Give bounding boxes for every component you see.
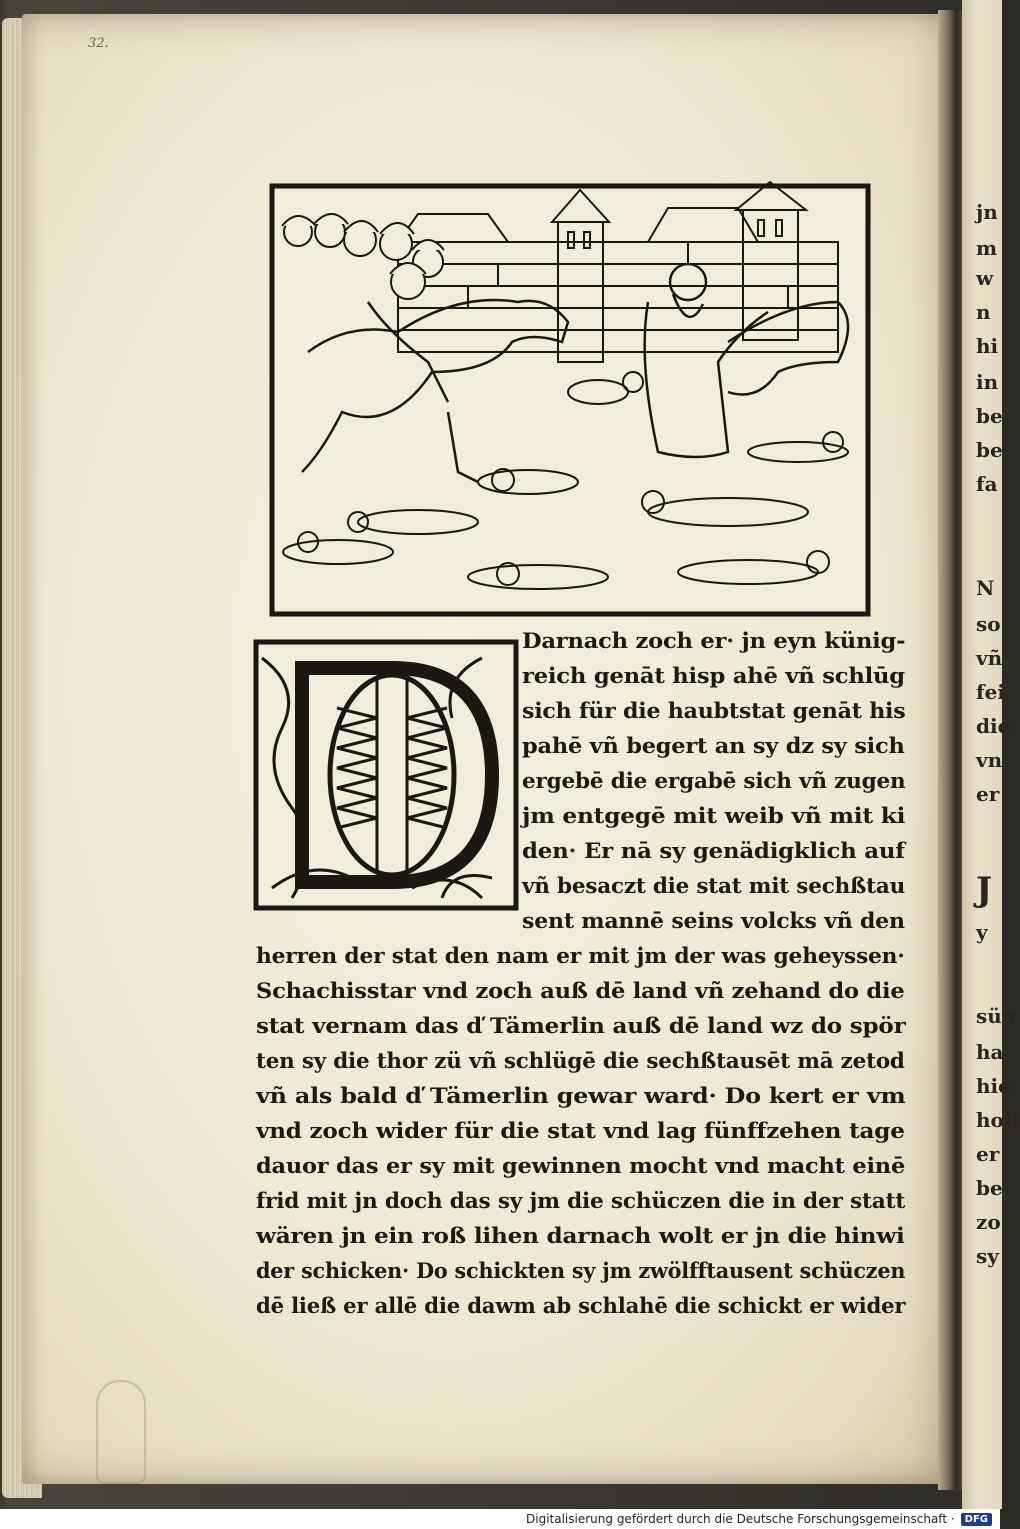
- text-line: dē ließ er allē die dawm ab schlahē die schickt er wider: [256, 1293, 906, 1318]
- facing-page-edge: [962, 0, 1020, 1509]
- text-line: der schicken· Do schickten sy jm zwölfftausent schüczen: [256, 1258, 906, 1283]
- text-line: Darnach zoch er· jn eyn künig-: [522, 628, 906, 653]
- facing-text-fragment: die: [976, 714, 1011, 738]
- facing-text-fragment: N: [976, 576, 995, 600]
- facing-text-fragment: sy: [976, 1244, 999, 1268]
- book-gutter: [938, 10, 964, 1490]
- facing-text-fragment: sün: [976, 1004, 1017, 1028]
- text-line: stat vernam das ď Tämerlin auß dē land wz do spör: [256, 1013, 906, 1038]
- footer-credit-bar: [0, 1509, 1000, 1529]
- dfg-logo: DFG: [961, 1513, 992, 1526]
- text-line: den· Er nā sy genädigklich auf: [522, 838, 905, 863]
- footer-credit-text: Digitalisierung gefördert durch die Deutsche Forschungsgemeinschaft ·: [526, 1512, 955, 1526]
- facing-text-fragment: m: [976, 236, 998, 260]
- text-line: ten sy die thor zü vñ schlügē die sechßtausēt mā zetod: [256, 1048, 905, 1073]
- facing-text-fragment: in: [976, 370, 999, 394]
- facing-text-fragment: hoff: [976, 1108, 1020, 1132]
- facing-text-fragment: so: [976, 612, 1001, 636]
- facing-text-fragment: hi: [976, 334, 999, 358]
- facing-text-fragment: be: [976, 1176, 1003, 1200]
- facing-text-fragment: y: [976, 920, 988, 944]
- facing-text-fragment: vn: [976, 748, 1003, 772]
- text-line: herren der stat den nam er mit jm der was geheyssen·: [256, 943, 905, 968]
- facing-text-fragment: vñ: [976, 646, 1003, 670]
- facing-text-fragment: n: [976, 300, 991, 324]
- text-line: dauor das er sy mit gewinnen mocht vnd macht einē: [256, 1153, 906, 1178]
- facing-text-fragment: hie: [976, 1074, 1011, 1098]
- text-line: pahē vñ begert an sy dz sy sich: [522, 733, 905, 758]
- text-line: ergebē die ergabē sich vñ zugen: [522, 768, 906, 793]
- text-line: wären jn ein roß lihen darnach wolt er jn die hinwi: [256, 1223, 905, 1248]
- woodcut-illustration: [268, 182, 872, 618]
- facing-text-fragment: fa: [976, 472, 998, 496]
- folio-number: 32.: [88, 36, 109, 51]
- text-line: jm entgegē mit weib vñ mit ki: [522, 803, 906, 828]
- facing-text-fragment: be: [976, 404, 1003, 428]
- text-line: vñ als bald ď Tämerlin gewar ward· Do kert er vm: [256, 1083, 906, 1108]
- text-line: Schachisstar vnd zoch auß dē land vñ zehand do die: [256, 978, 905, 1003]
- text-line: sent mannē seins volcks vñ den: [522, 908, 905, 933]
- facing-text-fragment: jn: [976, 200, 998, 224]
- facing-text-fragment: er: [976, 782, 1000, 806]
- facing-text-fragment: J: [976, 870, 993, 910]
- text-line: sich für die haubtstat genāt his: [522, 698, 906, 723]
- facing-text-fragment: be: [976, 438, 1003, 462]
- facing-text-fragment: ha: [976, 1040, 1004, 1064]
- text-line: frid mit jn doch das sy jm die schüczen die in der statt: [256, 1188, 906, 1213]
- facing-text-fragment: er: [976, 1142, 1000, 1166]
- facing-text-fragment: w: [976, 266, 994, 290]
- text-line: vnd zoch wider für die stat vnd lag fünffzehen tage: [256, 1118, 905, 1143]
- facing-text-fragment: fei: [976, 680, 1005, 704]
- text-line: reich genāt hisp ahē vñ schlūg: [522, 663, 905, 688]
- decorated-initial-d: [252, 638, 520, 912]
- text-line: vñ besaczt die stat mit sechßtau: [522, 873, 906, 898]
- page-clip: [96, 1380, 146, 1484]
- facing-text-fragment: zo: [976, 1210, 1001, 1234]
